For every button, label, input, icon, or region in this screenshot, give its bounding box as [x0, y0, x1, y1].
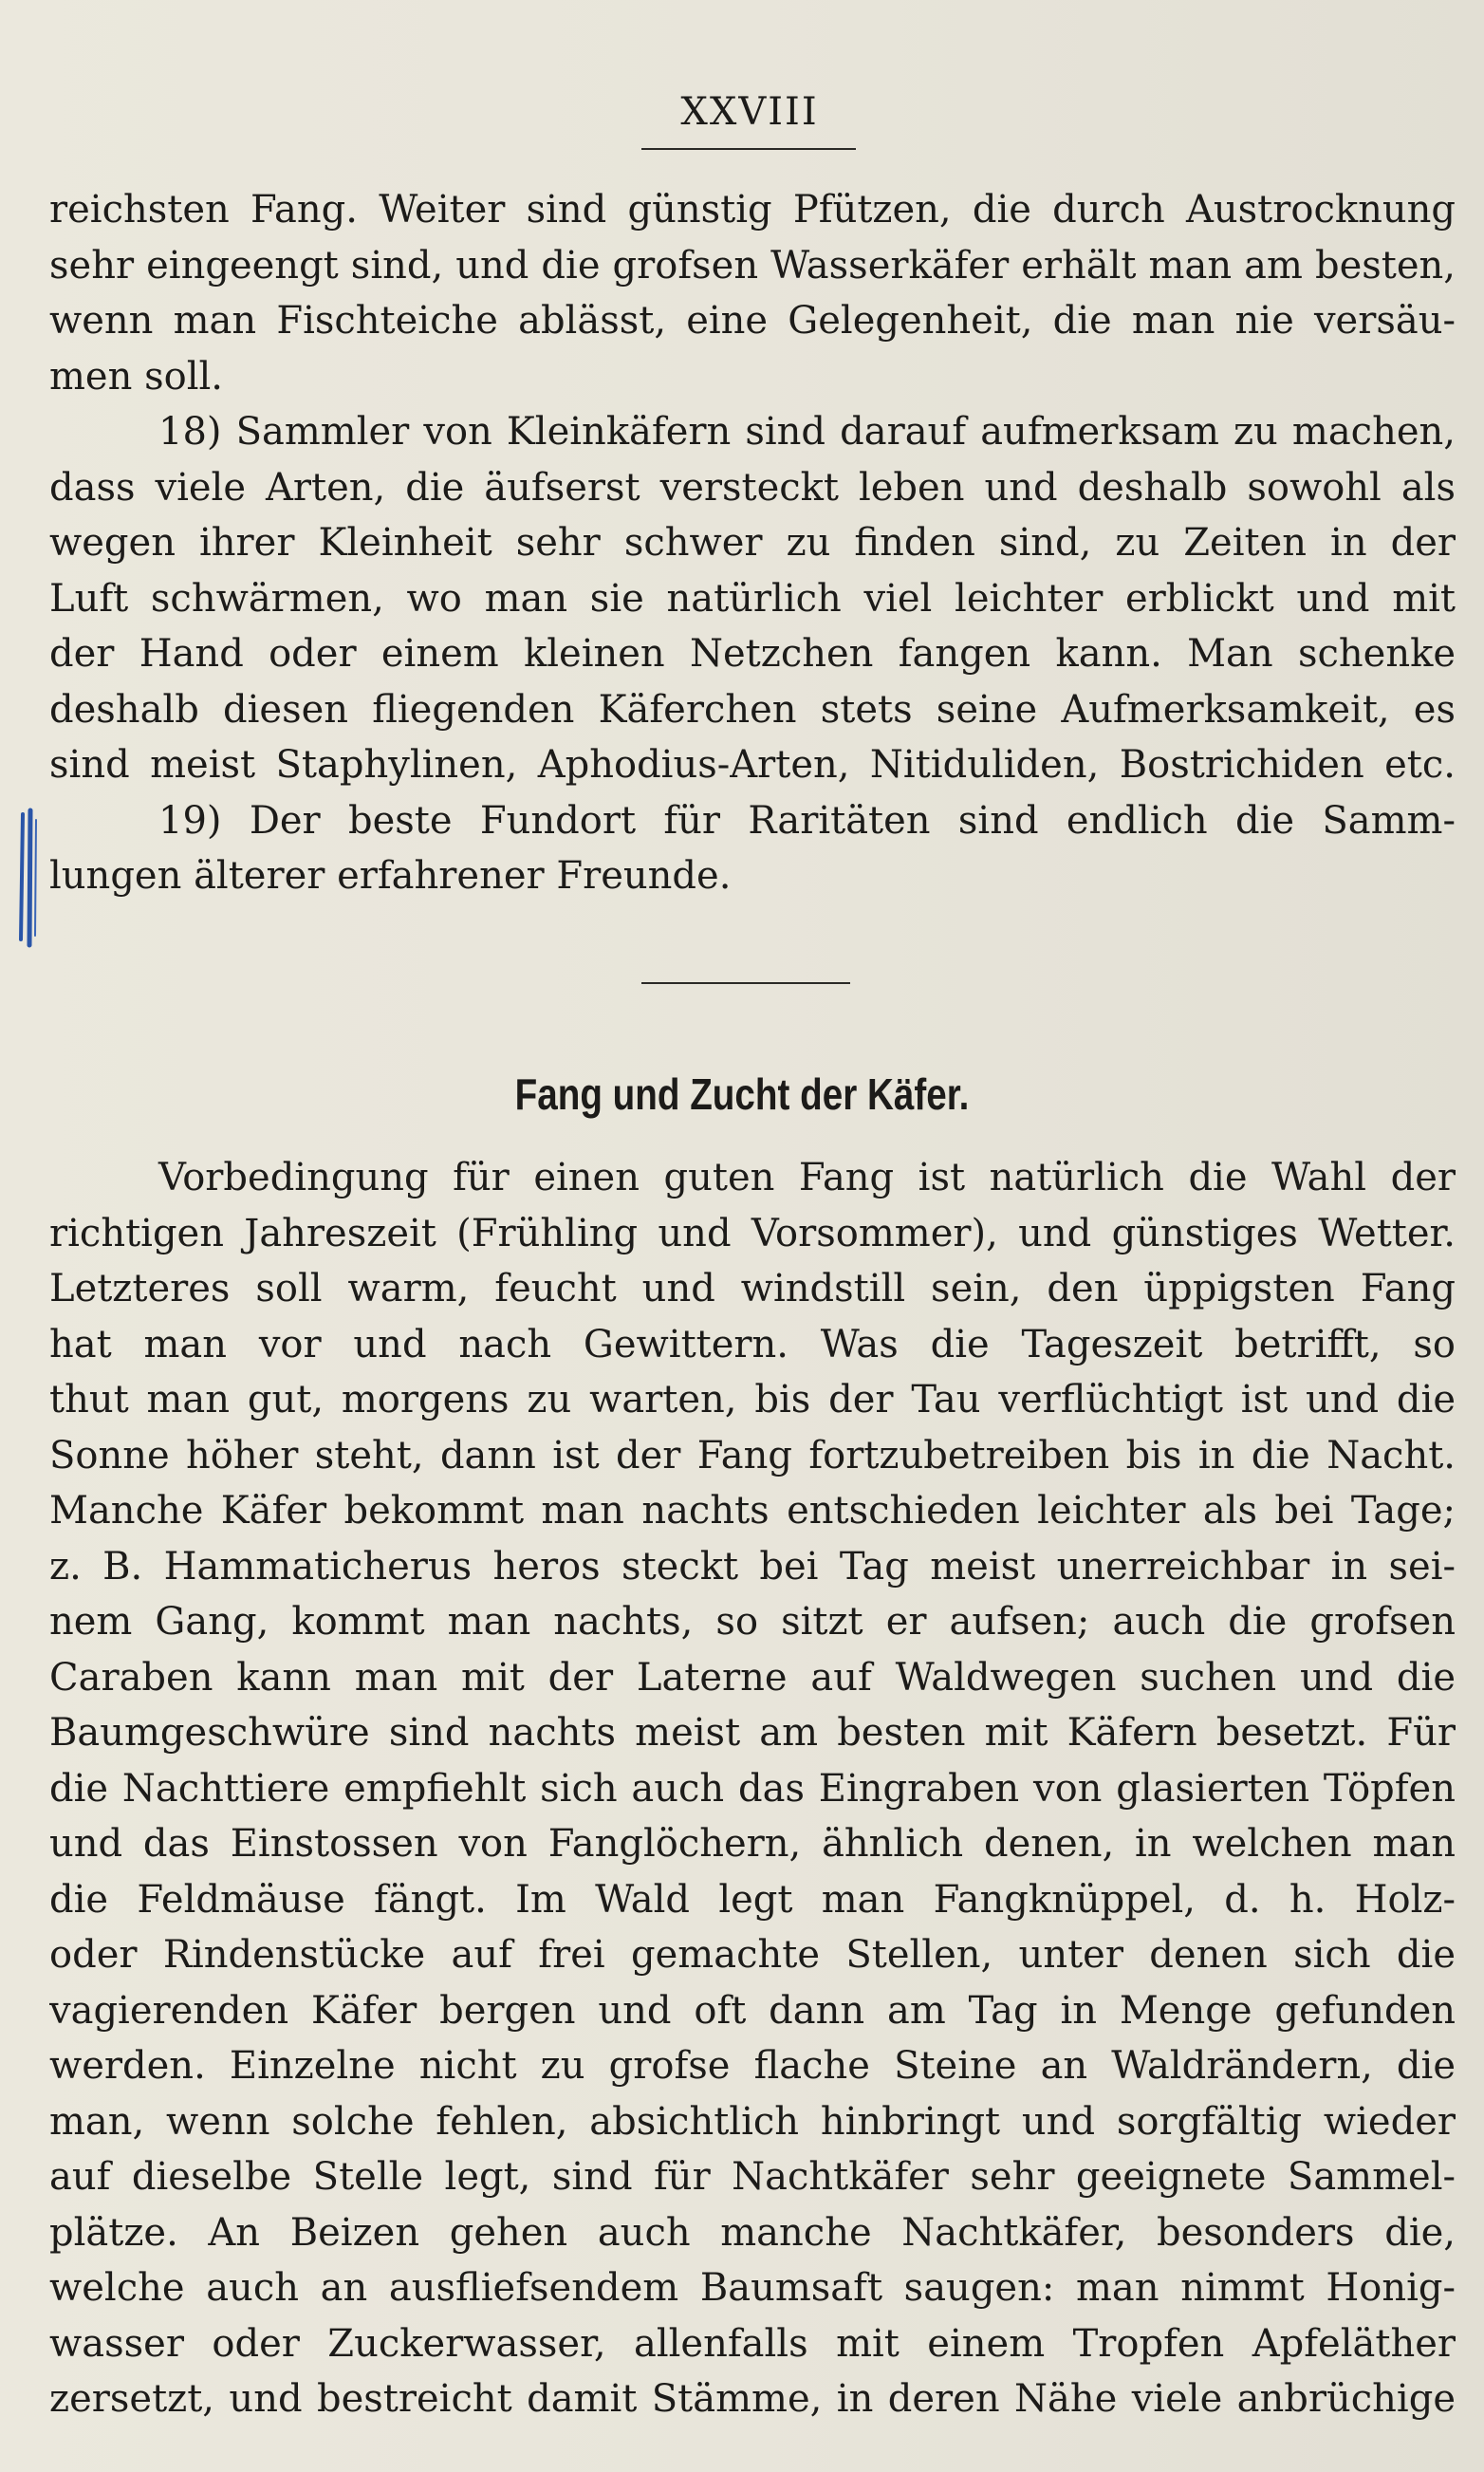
text-line: z. B. Hammaticherus heros steckt bei Tag meist unerreichbar in sei- — [49, 1544, 1456, 1589]
text-line: Vorbedingung für einen guten Fang ist natürlich die Wahl der — [158, 1156, 1456, 1199]
section-body — [49, 1150, 1456, 2427]
section-heading: Fang und Zucht der Käfer. — [514, 1069, 970, 1119]
text-line: oder Rindenstücke auf frei gemachte Stellen, unter denen sich die — [49, 1933, 1456, 1977]
text-line: die Feldmäuse fängt. Im Wald legt man Fangknüppel, d. h. Holz- — [49, 1877, 1456, 1922]
text-line: werden. Einzelne nicht zu grofse flache Steine an Waldrändern, die — [49, 2044, 1456, 2088]
text-line: thut man gut, morgens zu warten, bis der Tau verflüchtigt ist und die — [49, 1378, 1456, 1422]
text-line: sehr eingeengt sind, und die grofsen Wasserkäfer erhält man am besten, — [49, 243, 1456, 288]
text-line: plätze. An Beizen gehen auch manche Nachtkäfer, besonders die, — [49, 2210, 1456, 2255]
text-line: wegen ihrer Kleinheit sehr schwer zu finden sind, zu Zeiten in der — [49, 521, 1456, 565]
text-line: auf dieselbe Stelle legt, sind für Nachtkäfer sehr geeignete Sammel- — [49, 2155, 1456, 2199]
page-number: XXVIII — [680, 90, 819, 134]
text-line: hat man vor und nach Gewittern. Was die Tageszeit betrifft, so — [49, 1322, 1456, 1366]
text-line: welche auch an ausfliefsendem Baumsaft saugen: man nimmt Honig- — [49, 2266, 1456, 2310]
text-line: Manche Käfer bekommt man nachts entschieden leichter als bei Tage; — [49, 1489, 1456, 1533]
text-line: lungen älterer erfahrener Freunde. — [49, 854, 732, 898]
text-line: sind meist Staphylinen, Aphodius-Arten, Nitiduliden, Bostrichiden etc. — [49, 743, 1456, 787]
text-line: Baumgeschwüre sind nachts meist am besten mit Käfern besetzt. Für — [49, 1711, 1456, 1755]
text-line: nem Gang, kommt man nachts, so sitzt er aufsen; auch die grofsen — [49, 1600, 1456, 1644]
text-line: Sonne höher steht, dann ist der Fang fortzubetreiben bis in die Nacht. — [49, 1433, 1456, 1478]
text-line: Luft schwärmen, wo man sie natürlich viel leichter erblickt und mit — [49, 576, 1456, 621]
text-line: men soll. — [49, 354, 223, 399]
text-line: wenn man Fischteiche ablässt, eine Gelegenheit, die man nie versäu- — [49, 299, 1456, 343]
text-line: dass viele Arten, die äufserst versteckt leben und deshalb sowohl als — [49, 465, 1456, 510]
text-line: 19) Der beste Fundort für Raritäten sind endlich die Samm- — [158, 798, 1456, 843]
section-separator-rule — [641, 982, 850, 984]
text-line: zersetzt, und bestreicht damit Stämme, in deren Nähe viele anbrüchige — [49, 2377, 1456, 2421]
text-line: der Hand oder einem kleinen Netzchen fangen kann. Man schenke — [49, 632, 1456, 676]
text-line: die Nachttiere empfiehlt sich auch das Eingraben von glasierten Töpfen — [49, 1766, 1456, 1811]
continued-paragraphs — [49, 182, 1456, 904]
text-line: wasser oder Zuckerwasser, allenfalls mit einem Tropfen Apfeläther — [49, 2321, 1456, 2366]
text-line: Caraben kann man mit der Laterne auf Waldwegen suchen und die — [49, 1655, 1456, 1700]
text-line: man, wenn solche fehlen, absichtlich hinbringt und sorgfältig wieder — [49, 2099, 1456, 2144]
text-line: deshalb diesen fliegenden Käferchen stets seine Aufmerksamkeit, es — [49, 687, 1456, 732]
page-number-underline — [641, 148, 856, 150]
text-line: und das Einstossen von Fanglöchern, ähnlich denen, in welchen man — [49, 1822, 1456, 1866]
text-line: 18) Sammler von Kleinkäfern sind darauf aufmerksam zu machen, — [158, 410, 1456, 454]
text-line: richtigen Jahreszeit (Frühling und Vorsommer), und günstiges Wetter. — [49, 1211, 1456, 1255]
text-line: vagierenden Käfer bergen und oft dann am Tag in Menge gefunden — [49, 1988, 1456, 2033]
text-line: Letzteres soll warm, feucht und windstill sein, den üppigsten Fang — [49, 1267, 1456, 1310]
blue-pencil-margin-mark — [15, 807, 44, 949]
text-line: reichsten Fang. Weiter sind günstig Pfützen, die durch Austrocknung — [49, 188, 1456, 232]
